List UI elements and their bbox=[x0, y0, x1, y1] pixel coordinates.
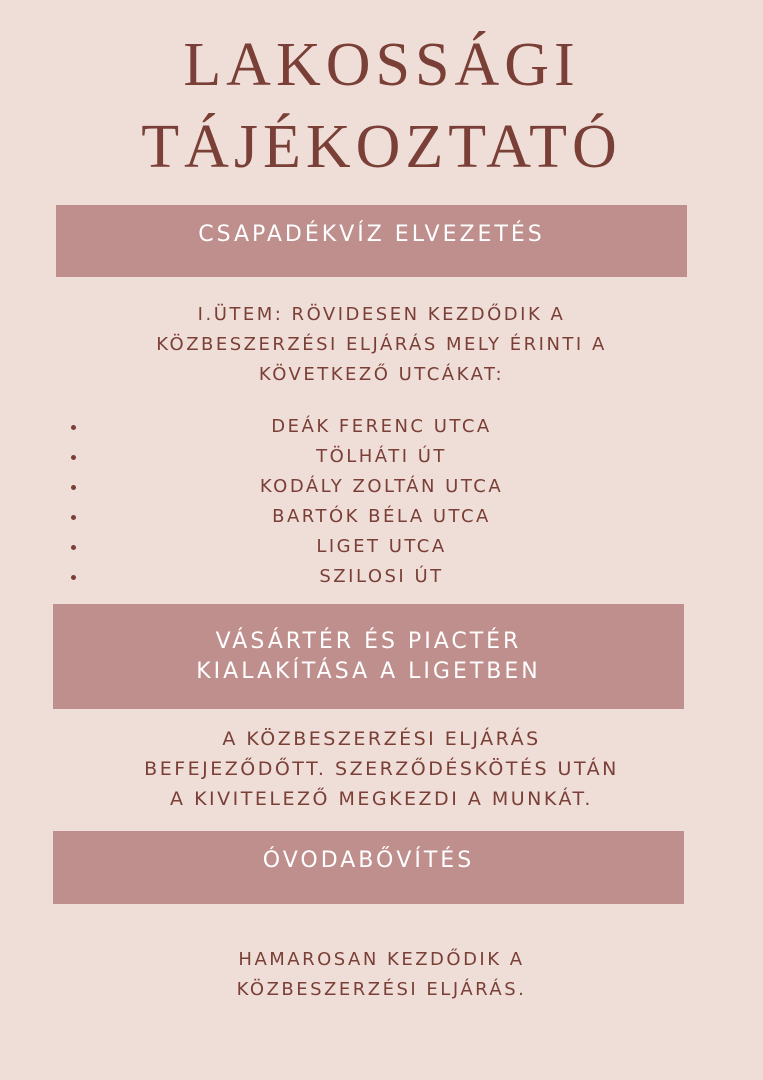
bullet-icon bbox=[71, 485, 76, 490]
section-heading-line: KIALAKÍTÁSA A LIGETBEN bbox=[196, 658, 541, 684]
street-name: TÖLHÁTI ÚT bbox=[316, 446, 447, 467]
street-list bbox=[0, 412, 763, 592]
bullet-icon bbox=[71, 425, 76, 430]
paragraph-line: I.ÜTEM: RÖVIDESEN KEZDŐDIK A bbox=[197, 304, 566, 325]
bullet-icon bbox=[71, 575, 76, 580]
list-item bbox=[0, 442, 763, 472]
street-name: LIGET UTCA bbox=[316, 536, 447, 557]
paragraph-line: HAMAROSAN KEZDŐDIK A bbox=[238, 949, 525, 970]
section-heading-label: ÓVODABŐVÍTÉS bbox=[262, 848, 475, 873]
market-paragraph bbox=[0, 724, 763, 814]
street-name: SZILOSI ÚT bbox=[319, 566, 444, 587]
paragraph-line: A KÖZBESZERZÉSI ELJÁRÁS bbox=[222, 728, 541, 750]
list-item bbox=[0, 562, 763, 592]
rainwater-paragraph bbox=[0, 300, 763, 390]
list-item bbox=[0, 472, 763, 502]
paragraph-line: BEFEJEZŐDŐTT. SZERZŐDÉSKÖTÉS UTÁN bbox=[144, 758, 619, 780]
list-item bbox=[0, 502, 763, 532]
page-title-line-1: LAKOSSÁGI bbox=[183, 31, 580, 99]
bullet-icon bbox=[71, 455, 76, 460]
paragraph-line: KÖZBESZERZÉSI ELJÁRÁS. bbox=[236, 979, 527, 1000]
page-title-line-2: TÁJÉKOZTATÓ bbox=[141, 113, 622, 181]
section-heading-market bbox=[53, 604, 684, 709]
kindergarten-paragraph bbox=[0, 945, 763, 1005]
bullet-icon bbox=[71, 515, 76, 520]
section-heading-label: CSAPADÉKVÍZ ELVEZETÉS bbox=[198, 221, 545, 247]
bullet-icon bbox=[71, 545, 76, 550]
section-heading-line: VÁSÁRTÉR ÉS PIACTÉR bbox=[215, 628, 522, 654]
section-heading-rainwater bbox=[56, 205, 687, 277]
list-item bbox=[0, 412, 763, 442]
paragraph-line: KÖVETKEZŐ UTCÁKAT: bbox=[258, 364, 505, 385]
list-item bbox=[0, 532, 763, 562]
street-name: BARTÓK BÉLA UTCA bbox=[272, 506, 491, 527]
street-name: KODÁLY ZOLTÁN UTCA bbox=[259, 476, 504, 497]
paragraph-line: A KIVITELEZŐ MEGKEZDI A MUNKÁT. bbox=[170, 788, 593, 810]
street-name: DEÁK FERENC UTCA bbox=[271, 416, 492, 437]
paragraph-line: KÖZBESZERZÉSI ELJÁRÁS MELY ÉRINTI A bbox=[156, 334, 607, 355]
section-heading-kindergarten bbox=[53, 831, 684, 904]
